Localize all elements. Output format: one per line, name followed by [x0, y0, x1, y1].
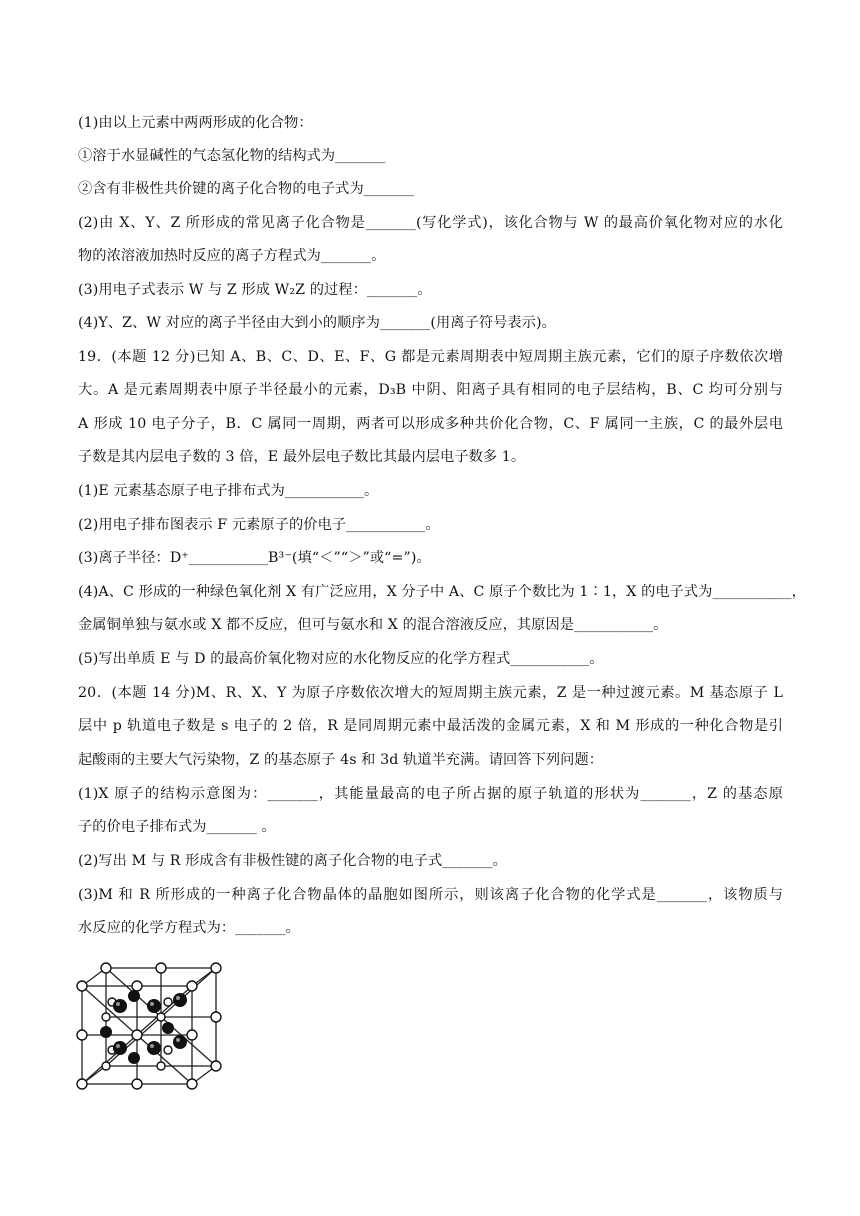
question-20-line: 20．(本题 14 分)M、R、X、Y 为原子序数依次增大的短周期主族元素，Z 是一种过渡元素。M 基态原子 L [78, 685, 783, 701]
question-20-line: 起酸雨的主要大气污染物，Z 的基态原子 4s 和 3d 轨道半充满。请回答下列问题： [78, 752, 604, 768]
question-19-sub: (5)写出单质 E 与 D 的最高价氧化物对应的水化物反应的化学方程式___________。 [78, 651, 604, 667]
question-20-sub: (2)写出 M 与 R 形成含有非极性键的离子化合物的电子式_______。 [78, 853, 507, 869]
question-19-line: 子数是其内层电子数的 3 倍，E 最外层电子数比其最内层电子数多 1。 [78, 449, 526, 465]
question-20-line: 层中 p 轨道电子数是 s 电子的 2 倍，R 是同周期元素中最活泼的金属元素，X 和 M 形成的一种化合物是引 [78, 718, 783, 734]
question-19-sub: (2)用电子排布图表示 F 元素原子的价电子___________。 [78, 517, 440, 533]
question-19-sub: (4)A、C 形成的一种绿色氧化剂 X 有广泛应用，X 分子中 A、C 原子个数比为 1∶1，X 的电子式为___________， [78, 584, 806, 600]
text-line: ①溶于水显碱性的气态氢化物的结构式为_______ [78, 148, 386, 164]
question-20-sub: 水反应的化学方程式为：_______。 [78, 920, 300, 936]
question-19-sub: (3)离子半径：D⁺___________B³⁻(填“＜”“＞”或“=”)。 [78, 550, 431, 566]
question-19-line: A 形成 10 电子分子，B．C 属同一周期，两者可以形成多种共价化合物，C、F 属同一主族，C 的最外层电 [78, 416, 783, 432]
question-19-sub: (1)E 元素基态原子电子排布式为___________。 [78, 483, 379, 499]
text-line: 物的浓溶液加热时反应的离子方程式为_______。 [78, 248, 386, 264]
question-19-sub: 金属铜单独与氨水或 X 都不反应，但可与氨水和 X 的混合溶液反应，其原因是___________。 [78, 617, 668, 633]
text-line: (2)由 X、Y、Z 所形成的常见离子化合物是_______(写化学式)，该化合物与 W 的最高价氧化物对应的水化 [78, 215, 783, 231]
question-19-line: 大。A 是元素周期表中原子半径最小的元素，D₃B 中阴、阳离子具有相同的电子层结构，B、C 均可分别与 [78, 382, 783, 398]
question-20-sub: (3)M 和 R 所形成的一种离子化合物晶体的晶胞如图所示，则该离子化合物的化学式是_______，该物质与 [78, 887, 783, 903]
question-19-line: 19．(本题 12 分)已知 A、B、C、D、E、F、G 都是元素周期表中短周期主族元素，它们的原子序数依次增 [78, 349, 783, 365]
crystal-unit-cell-figure [76, 962, 222, 1092]
text-line: ②含有非极性共价键的离子化合物的电子式为_______ [78, 181, 415, 197]
text-line: (1)由以上元素中两两形成的化合物： [78, 115, 313, 131]
question-20-sub: (1)X 原子的结构示意图为：_______，其能量最高的电子所占据的原子轨道的形状为_______，Z 的基态原 [78, 786, 783, 802]
text-line: (4)Y、Z、W 对应的离子半径由大到小的顺序为_______(用离子符号表示)。 [78, 315, 556, 331]
text-line: (3)用电子式表示 W 与 Z 形成 W₂Z 的过程：_______。 [78, 282, 432, 298]
question-20-sub: 子的价电子排布式为_______ 。 [78, 819, 276, 835]
